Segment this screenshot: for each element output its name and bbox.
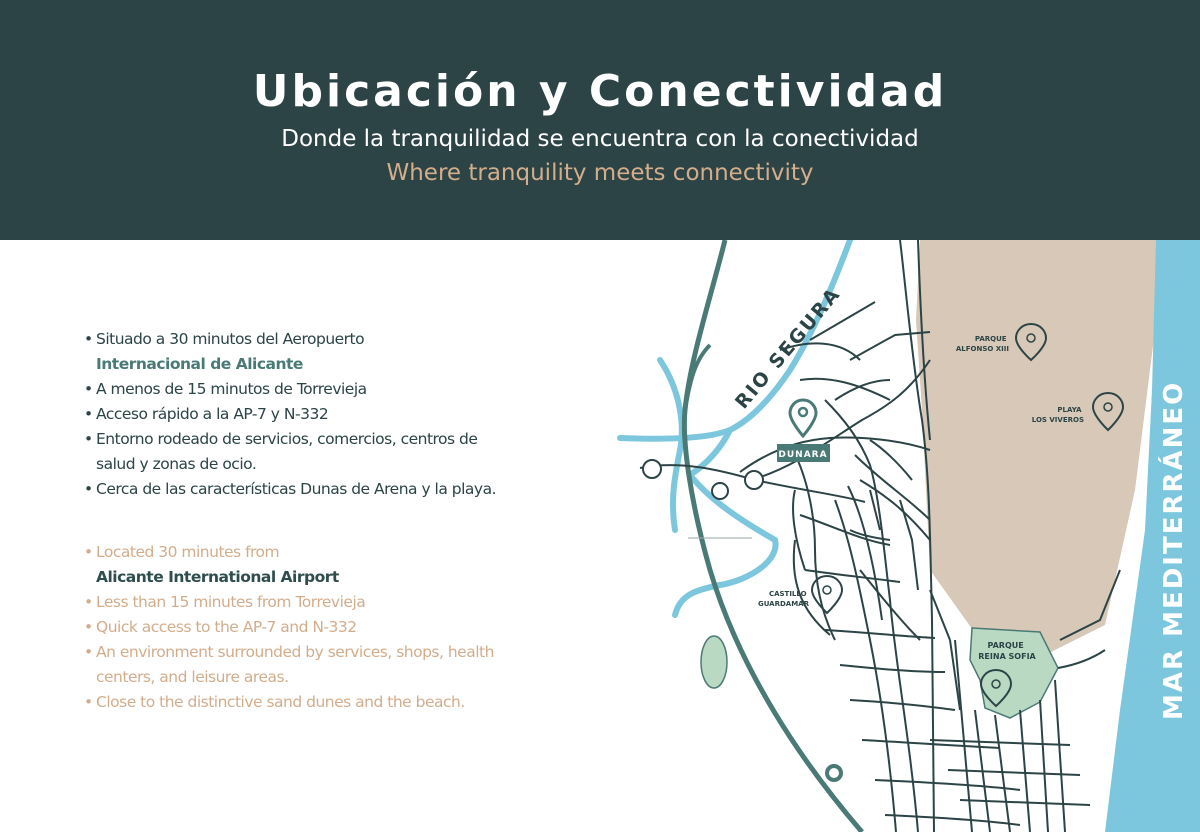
highway-node — [827, 766, 841, 780]
subtitle-es: Donde la tranquilidad se encuentra con la conectividad — [281, 126, 919, 152]
feature-en-torrevieja: • Less than 15 minutes from Torrevieja — [84, 590, 494, 615]
poi-reina-line1: PARQUE — [987, 641, 1024, 650]
map-canvas — [600, 240, 1200, 832]
poi-viveros-line2: LOS VIVEROS — [1031, 416, 1084, 424]
feature-es-services: • Entorno rodeado de servicios, comercios, centros de salud y zonas de ocio. — [84, 427, 496, 477]
poi-reina-line2: REINA SOFIA — [978, 652, 1036, 661]
feature-en-airport-highlight: Alicante International Airport — [96, 568, 339, 586]
feature-en-highways: • Quick access to the AP-7 and N-332 — [84, 615, 494, 640]
dunara-label: DUNARA — [778, 450, 828, 460]
feature-en-airport: • Located 30 minutes from Alicante International Airport — [84, 540, 494, 590]
river-label: RIO SEGURA — [730, 283, 846, 414]
feature-es-dunes: • Cerca de las características Dunas de Arena y la playa. — [84, 477, 496, 502]
subtitle-en: Where tranquility meets connectivity — [386, 160, 814, 186]
header-banner — [0, 0, 1200, 240]
features-list-es — [84, 327, 496, 502]
dunara-pin — [777, 400, 830, 462]
feature-es-airport: • Situado a 30 minutos del Aeropuerto Internacional de Alicante — [84, 327, 496, 377]
roundabout-2 — [712, 483, 728, 499]
poi-alfonso-line2: ALFONSO XIII — [955, 345, 1009, 353]
features-list-en — [84, 540, 494, 715]
roundabout-1 — [643, 460, 661, 478]
location-pin-icon — [790, 400, 816, 436]
pond — [701, 636, 727, 688]
poi-viveros-line1: PLAYA — [1057, 406, 1082, 414]
feature-en-services: • An environment surrounded by services, shops, health centers, and leisure areas. — [84, 640, 494, 690]
poi-alfonso-line1: PARQUE — [974, 335, 1007, 343]
sea-label: MAR MEDITERRÁNEO — [1159, 380, 1189, 720]
poi-castillo — [758, 576, 842, 613]
poi-castillo-line2: GUARDAMAR — [757, 600, 809, 608]
roundabout-3 — [745, 471, 763, 489]
feature-es-highways: • Acceso rápido a la AP-7 y N-332 — [84, 402, 496, 427]
poi-castillo-line1: CASTILLO — [768, 590, 807, 598]
page-title: Ubicación y Conectividad — [252, 66, 948, 117]
feature-en-dunes: • Close to the distinctive sand dunes and the beach. — [84, 690, 494, 715]
location-map — [600, 240, 1200, 832]
feature-es-torrevieja: • A menos de 15 minutos de Torrevieja — [84, 377, 496, 402]
sand-area — [916, 240, 1160, 655]
feature-es-airport-highlight: Internacional de Alicante — [96, 355, 303, 373]
